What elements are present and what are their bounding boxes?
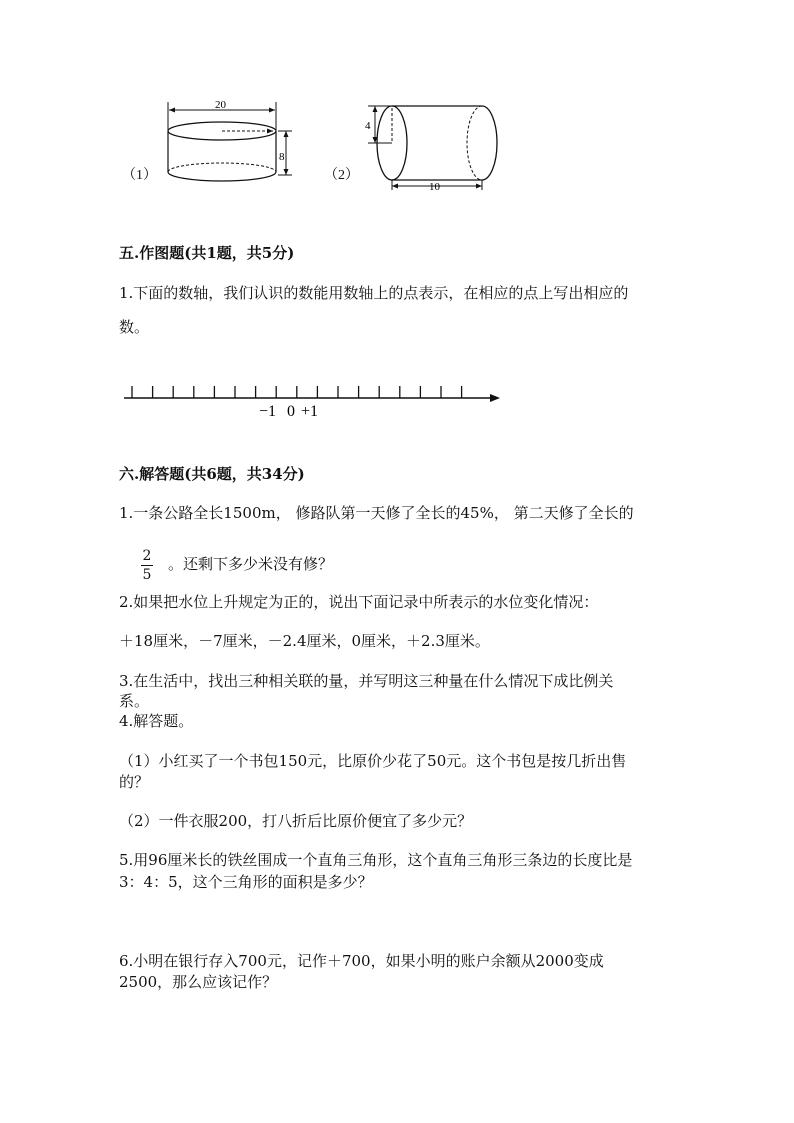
number-line: [120, 378, 505, 426]
question-6-5-line-1: 5.用96厘米长的铁丝围成一个直角三角形，这个直角三角形三条边的长度比是: [119, 851, 633, 869]
question-6-5-line-2: 3：4：5，这个三角形的面积是多少？: [119, 873, 373, 891]
question-6-1-line-1: 1.一条公路全长1500m， 修路队第一天修了全长的45%， 第二天修了全长的: [119, 504, 634, 522]
figure-1-diameter: 20: [215, 99, 226, 111]
question-6-4-sub-1-line-1: （1）小红买了一个书包150元，比原价少花了50元。这个书包是按几折出售: [119, 752, 627, 770]
figure-2-label: （2）: [324, 168, 359, 183]
question-6-1-fraction: [141, 548, 153, 583]
question-6-6-line-1: 6.小明在银行存入700元，记作＋700，如果小明的账户余额从2000变成: [119, 952, 604, 970]
question-6-2-line-1: 2.如果把水位上升规定为正的，说出下面记录中所表示的水位变化情况：: [119, 593, 599, 611]
question-6-3-line-2: 系。: [119, 692, 150, 710]
section-6-heading: 六.解答题(共6题，共34分): [119, 465, 305, 483]
cylinder-figure-1: [160, 98, 300, 190]
question-6-1-line-2: 。还剩下多少米没有修？: [168, 555, 334, 573]
question-6-4-sub-1-line-2: 的？: [119, 773, 150, 791]
figure-1-label: （1）: [122, 168, 157, 183]
question-5-1-line-2: 数。: [119, 318, 150, 336]
question-6-3-line-1: 3.在生活中，找出三种相关联的量，并写明这三种量在什么情况下成比例关: [119, 672, 614, 690]
axis-label-minus-one: −1: [259, 403, 277, 420]
question-6-6-line-2: 2500，那么应该记作？: [119, 973, 278, 991]
section-5-heading: 五.作图题(共1题，共5分): [119, 244, 295, 262]
fraction-denominator: 5: [142, 567, 152, 583]
fraction-numerator: 2: [142, 548, 152, 564]
cylinder-figure-2: [362, 100, 502, 198]
number-line-ticks: [132, 386, 462, 398]
axis-label-plus-one: +1: [301, 403, 319, 420]
axis-label-zero: 0: [287, 403, 295, 420]
figure-1-height: 8: [279, 151, 285, 163]
question-6-4-title: 4.解答题。: [119, 712, 194, 730]
figure-2-length: 10: [429, 181, 440, 193]
figure-2-radius: 4: [365, 120, 371, 132]
question-5-1-line-1: 1.下面的数轴，我们认识的数能用数轴上的点表示，在相应的点上写出相应的: [119, 284, 629, 302]
question-6-2-line-2: ＋18厘米，－7厘米，－2.4厘米，0厘米，＋2.3厘米。: [119, 632, 490, 650]
question-6-4-sub-2: （2）一件衣服200，打八折后比原价便宜了多少元？: [119, 812, 473, 830]
